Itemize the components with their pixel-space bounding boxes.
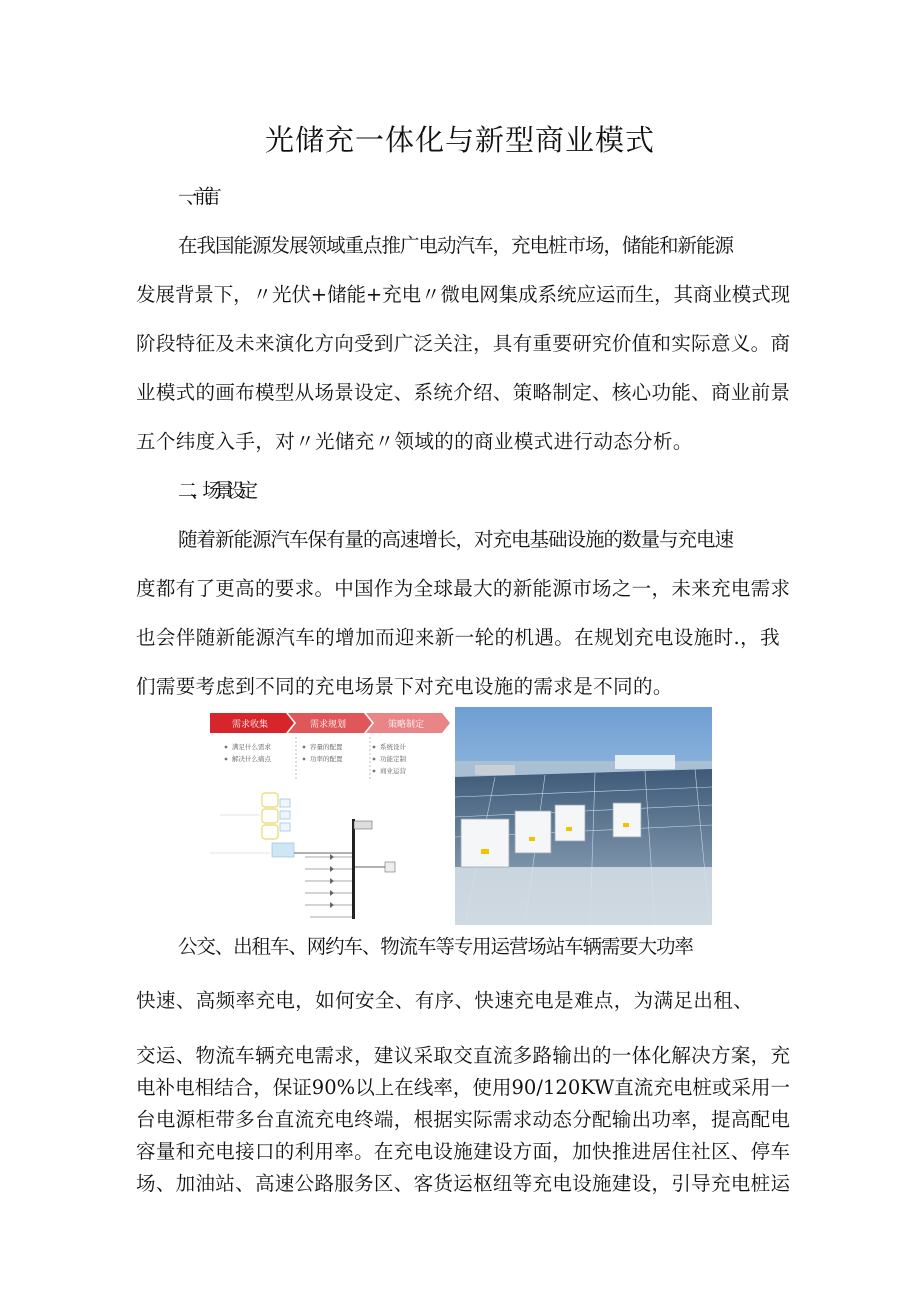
section-heading-scenario: 二、场景设定: [178, 479, 251, 502]
paragraph-line: 快速、高频率充电，如何安全、有序、快速充电是难点，为满足出租、: [136, 989, 754, 1012]
paragraph-line: 阶段特征及未来演化方向受到广泛关注，具有重要研究价值和实际意义。商: [136, 332, 791, 355]
paragraph-line: 五个纬度入手，对〃光储充〃领域的的商业模式进行动态分析。: [136, 430, 693, 453]
step-item: 解决什么痛点: [232, 755, 271, 763]
paragraph-line: 容量和充电接口的利用率。在充电设施建设方面，加快推进居住社区、停车: [136, 1140, 791, 1163]
paragraph-line: 度都有了更高的要求。中国作为全球最大的新能源市场之一，未来充电需求: [136, 577, 791, 600]
section-heading-preface: 一、前言: [178, 185, 211, 208]
pv-battery-icon: [262, 793, 278, 839]
step-label: 需求收集: [232, 720, 269, 730]
paragraph-line: 场、加油站、高速公路服务区、客货运枢纽等充电设施建设，引导充电桩运: [136, 1172, 791, 1195]
paragraph-line: 在我国能源发展领域重点推广电动汽车，充电桩市场，储能和新能源: [178, 234, 734, 257]
step-item: 系统设计: [380, 743, 406, 751]
step-item: 满足什么需求: [232, 743, 271, 751]
figure: [210, 707, 712, 925]
process-diagram: [210, 707, 455, 925]
step-item: 商业运营: [380, 767, 406, 775]
paragraph-line: 台电源柜带多台直流充电终端，根据实际需求动态分配输出功率，提高配电: [136, 1108, 791, 1131]
paragraph-line: 电补电相结合，保证90%以上在线率，使用90/120KW直流充电桩或采用一: [136, 1076, 791, 1099]
document-title: 光储充一体化与新型商业模式: [264, 123, 655, 157]
arrow-icons: [330, 854, 334, 908]
paragraph-line: 们需要考虑到不同的充电场景下对充电设施的需求是不同的。: [136, 675, 673, 698]
step-item: 功率的配置: [310, 755, 343, 763]
step-item: 容量的配置: [310, 743, 343, 751]
step-label: 策略制定: [388, 720, 425, 730]
paragraph-line: 也会伴随新能源汽车的增加而迎来新一轮的机遇。在规划充电设施时.，我: [136, 626, 780, 649]
paragraph-line: 业模式的画布模型从场景设定、系统介绍、策略制定、核心功能、商业前景: [136, 381, 791, 404]
paragraph-line: 发展背景下，〃光伏+储能+充电〃微电网集成系统应运而生，其商业模式现: [136, 283, 791, 306]
step-label: 需求规划: [310, 720, 347, 730]
paragraph-line: 随着新能源汽车保有量的高速增长，对充电基础设施的数量与充电速: [178, 528, 734, 551]
feeder-lines: [305, 857, 352, 917]
paragraph-line: 公交、出租车、网约车、物流车等专用运营场站车辆需要大功率: [178, 935, 693, 958]
step-item: 功能定制: [380, 755, 406, 763]
storage-cabinet-icon: [280, 799, 290, 831]
solar-carport-photo: [455, 707, 712, 925]
paragraph-line: 交运、物流车辆充电需求，建议采取交直流多路输出的一体化解决方案，充: [136, 1044, 791, 1067]
